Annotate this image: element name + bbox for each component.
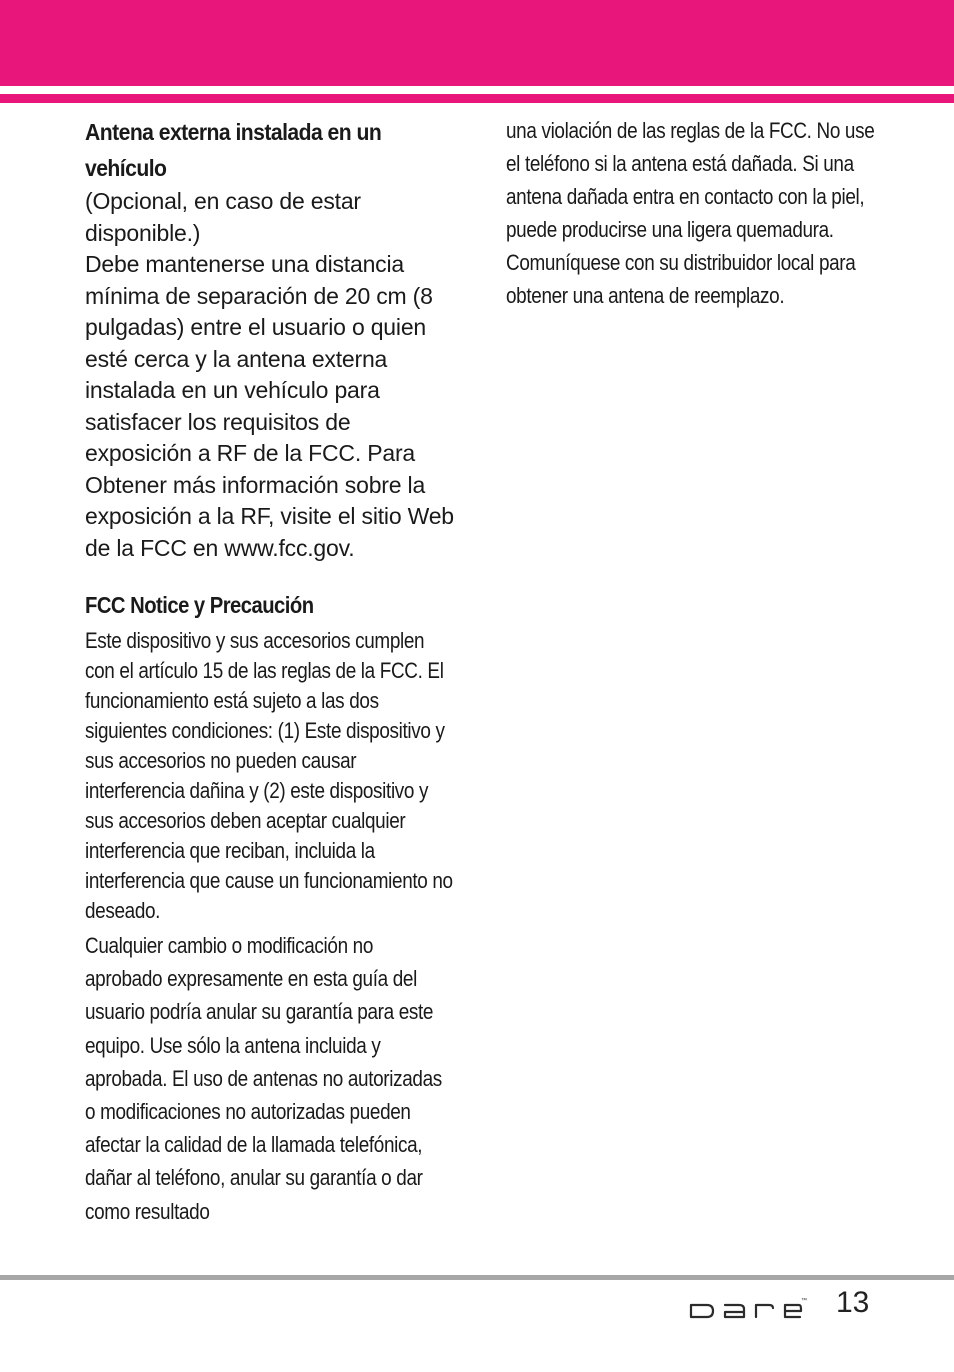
optional-note: (Opcional, en caso de estar disponible.)	[85, 188, 361, 246]
section-heading-external-antenna: Antena externa instalada en un vehículo	[85, 119, 382, 181]
right-column	[506, 114, 878, 313]
fcc-notice-paragraph: Este dispositivo y sus accesorios cumplen con el artículo 15 de las reglas de la FCC. El funcionamiento está sujeto a las dos siguientes condiciones: (1) Este dispositivo y sus accesorios no pueden causar interferencia dañina y (2) este dispositivo y sus accesorios deben aceptar cualquier interferencia que reciban, incluida la interferencia que cause un funcionamiento no deseado.	[85, 628, 453, 923]
left-column	[85, 114, 457, 1228]
dare-brand-logo	[689, 1296, 805, 1322]
fcc-caution-paragraph: Cualquier cambio o modificación no aprobado expresamente en esta guía del usuario podría anular su garantía para este equipo. Use sólo la antena incluida y aprobada. El uso de antenas no autorizadas o modificaciones no autorizadas pueden afectar la calidad de la llamada telefónica, dañar al teléfono, anular su garantía o dar como resultado	[85, 933, 442, 1224]
svg-text:™: ™	[801, 1298, 807, 1304]
section-heading-fcc-notice: FCC Notice y Precaución	[85, 592, 314, 618]
page-number: 13	[836, 1286, 870, 1319]
fcc-caution-continuation: una violación de las reglas de la FCC. No use el teléfono si la antena está dañada. Si una antena dañada entra en contacto con la piel, puede producirse una ligera quemadura. Comuníquese con su distribuidor local para obtener una antena de reemplazo.	[506, 118, 875, 309]
header-accent-rule	[0, 94, 954, 103]
footer-rule	[0, 1275, 954, 1280]
header-band	[0, 0, 954, 86]
antenna-distance-paragraph: Debe mantenerse una distancia mínima de separación de 20 cm (8 pulgadas) entre el usuario o quien esté cerca y la antena externa instalada en un vehículo para satisfacer los requisitos de exposición a RF de la FCC. Para Obtener más información sobre la exposición a la RF, visite el sitio Web de la FCC en www.fcc.gov.	[85, 251, 454, 561]
